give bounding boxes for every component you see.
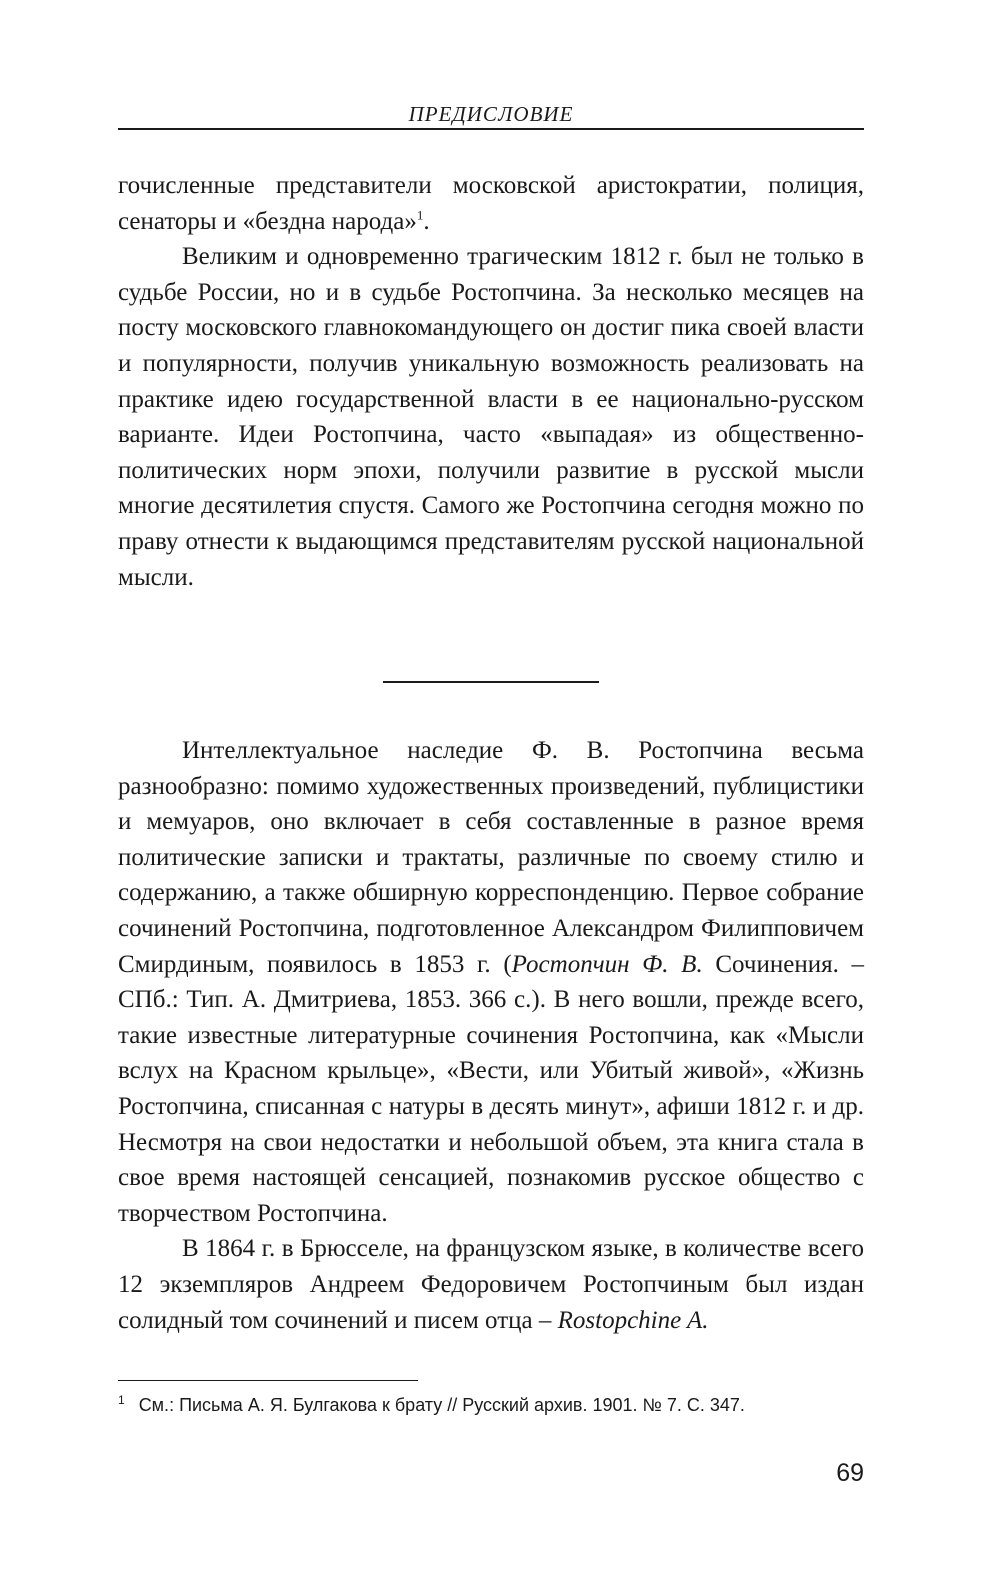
page-number: 69 xyxy=(836,1459,864,1487)
header-rule xyxy=(118,128,864,130)
paragraph-intellectual-legacy xyxy=(118,733,864,1231)
footnote-reference[interactable]: 1 xyxy=(416,207,424,223)
paragraph-brussels-1864 xyxy=(118,1231,864,1338)
paragraph-continuation-text: гочисленные представители московской аристократии, полиция, сенаторы и «бездна народа» xyxy=(118,172,864,235)
paragraph-1812: Великим и одновременно трагическим 1812 г. был не только в судьбе России, но и в судьбе Ростопчина. За несколько месяцев на посту московского главнокомандующего он достиг пика своей власти и популярности, получив уникальную возможность реализовать на практике идею государственной власти в ее национально-русском варианте. Идеи Ростопчина, часто «выпадая» из общественно-политических норм эпохи, получили развитие в русской мысли многие десятилетия спустя. Самого же Ростопчина сегодня можно по праву отнести к выдающимся представителям русской национальной мысли. xyxy=(118,243,864,591)
citation-rostopchine: Rostopchine A. xyxy=(557,1306,709,1334)
paragraph-continuation-end: . xyxy=(423,207,430,235)
legacy-text-rest: Сочинения. – СПб.: Тип. А. Дмитриева, 1853. 366 с.). В него вошли, прежде всего, такие известные литературные сочинения Ростопчина, как «Мысли вслух на Красном крыльце», «Вести, или Убитый живой», «Жизнь Ростопчина, списанная с натуры в десять минут», афиши 1812 г. и др. Несмотря на свои недостатки и небольшой объем, эта книга стала в свое время настоящей сенсацией, познакомив русское общество с творчеством Ростопчина. xyxy=(118,950,864,1227)
footnote-rule xyxy=(118,1380,418,1381)
running-header: ПРЕДИСЛОВИЕ xyxy=(408,102,574,126)
footnote-text: См.: Письма А. Я. Булгакова к брату // Русский архив. 1901. № 7. С. 347. xyxy=(138,1395,745,1415)
section-2-text xyxy=(118,733,864,1338)
footnote xyxy=(118,1388,864,1417)
citation-author: Ростопчин Ф. В. xyxy=(511,950,703,978)
brussels-text: В 1864 г. в Брюсселе, на французском языке, в количестве всего 12 экземпляров Андреем Федоровичем Ростопчиным был издан солидный том сочинений и писем отца – xyxy=(118,1235,864,1334)
footnote-number: 1 xyxy=(118,1393,125,1407)
paragraph-continuation xyxy=(118,168,864,239)
section-divider xyxy=(383,681,599,683)
section-1-text xyxy=(118,168,864,595)
legacy-text-start: Интеллектуальное наследие Ф. В. Ростопчина весьма разнообразно: помимо художественных произведений, публицистики и мемуаров, оно включает в себя составленные в разное время политические записки и трактаты, различные по своему стилю и содержанию, а также обширную корреспонденцию. Первое собрание сочинений Ростопчина, подготовленное Александром Филипповичем Смирдиным, появилось в 1853 г. ( xyxy=(118,737,864,978)
